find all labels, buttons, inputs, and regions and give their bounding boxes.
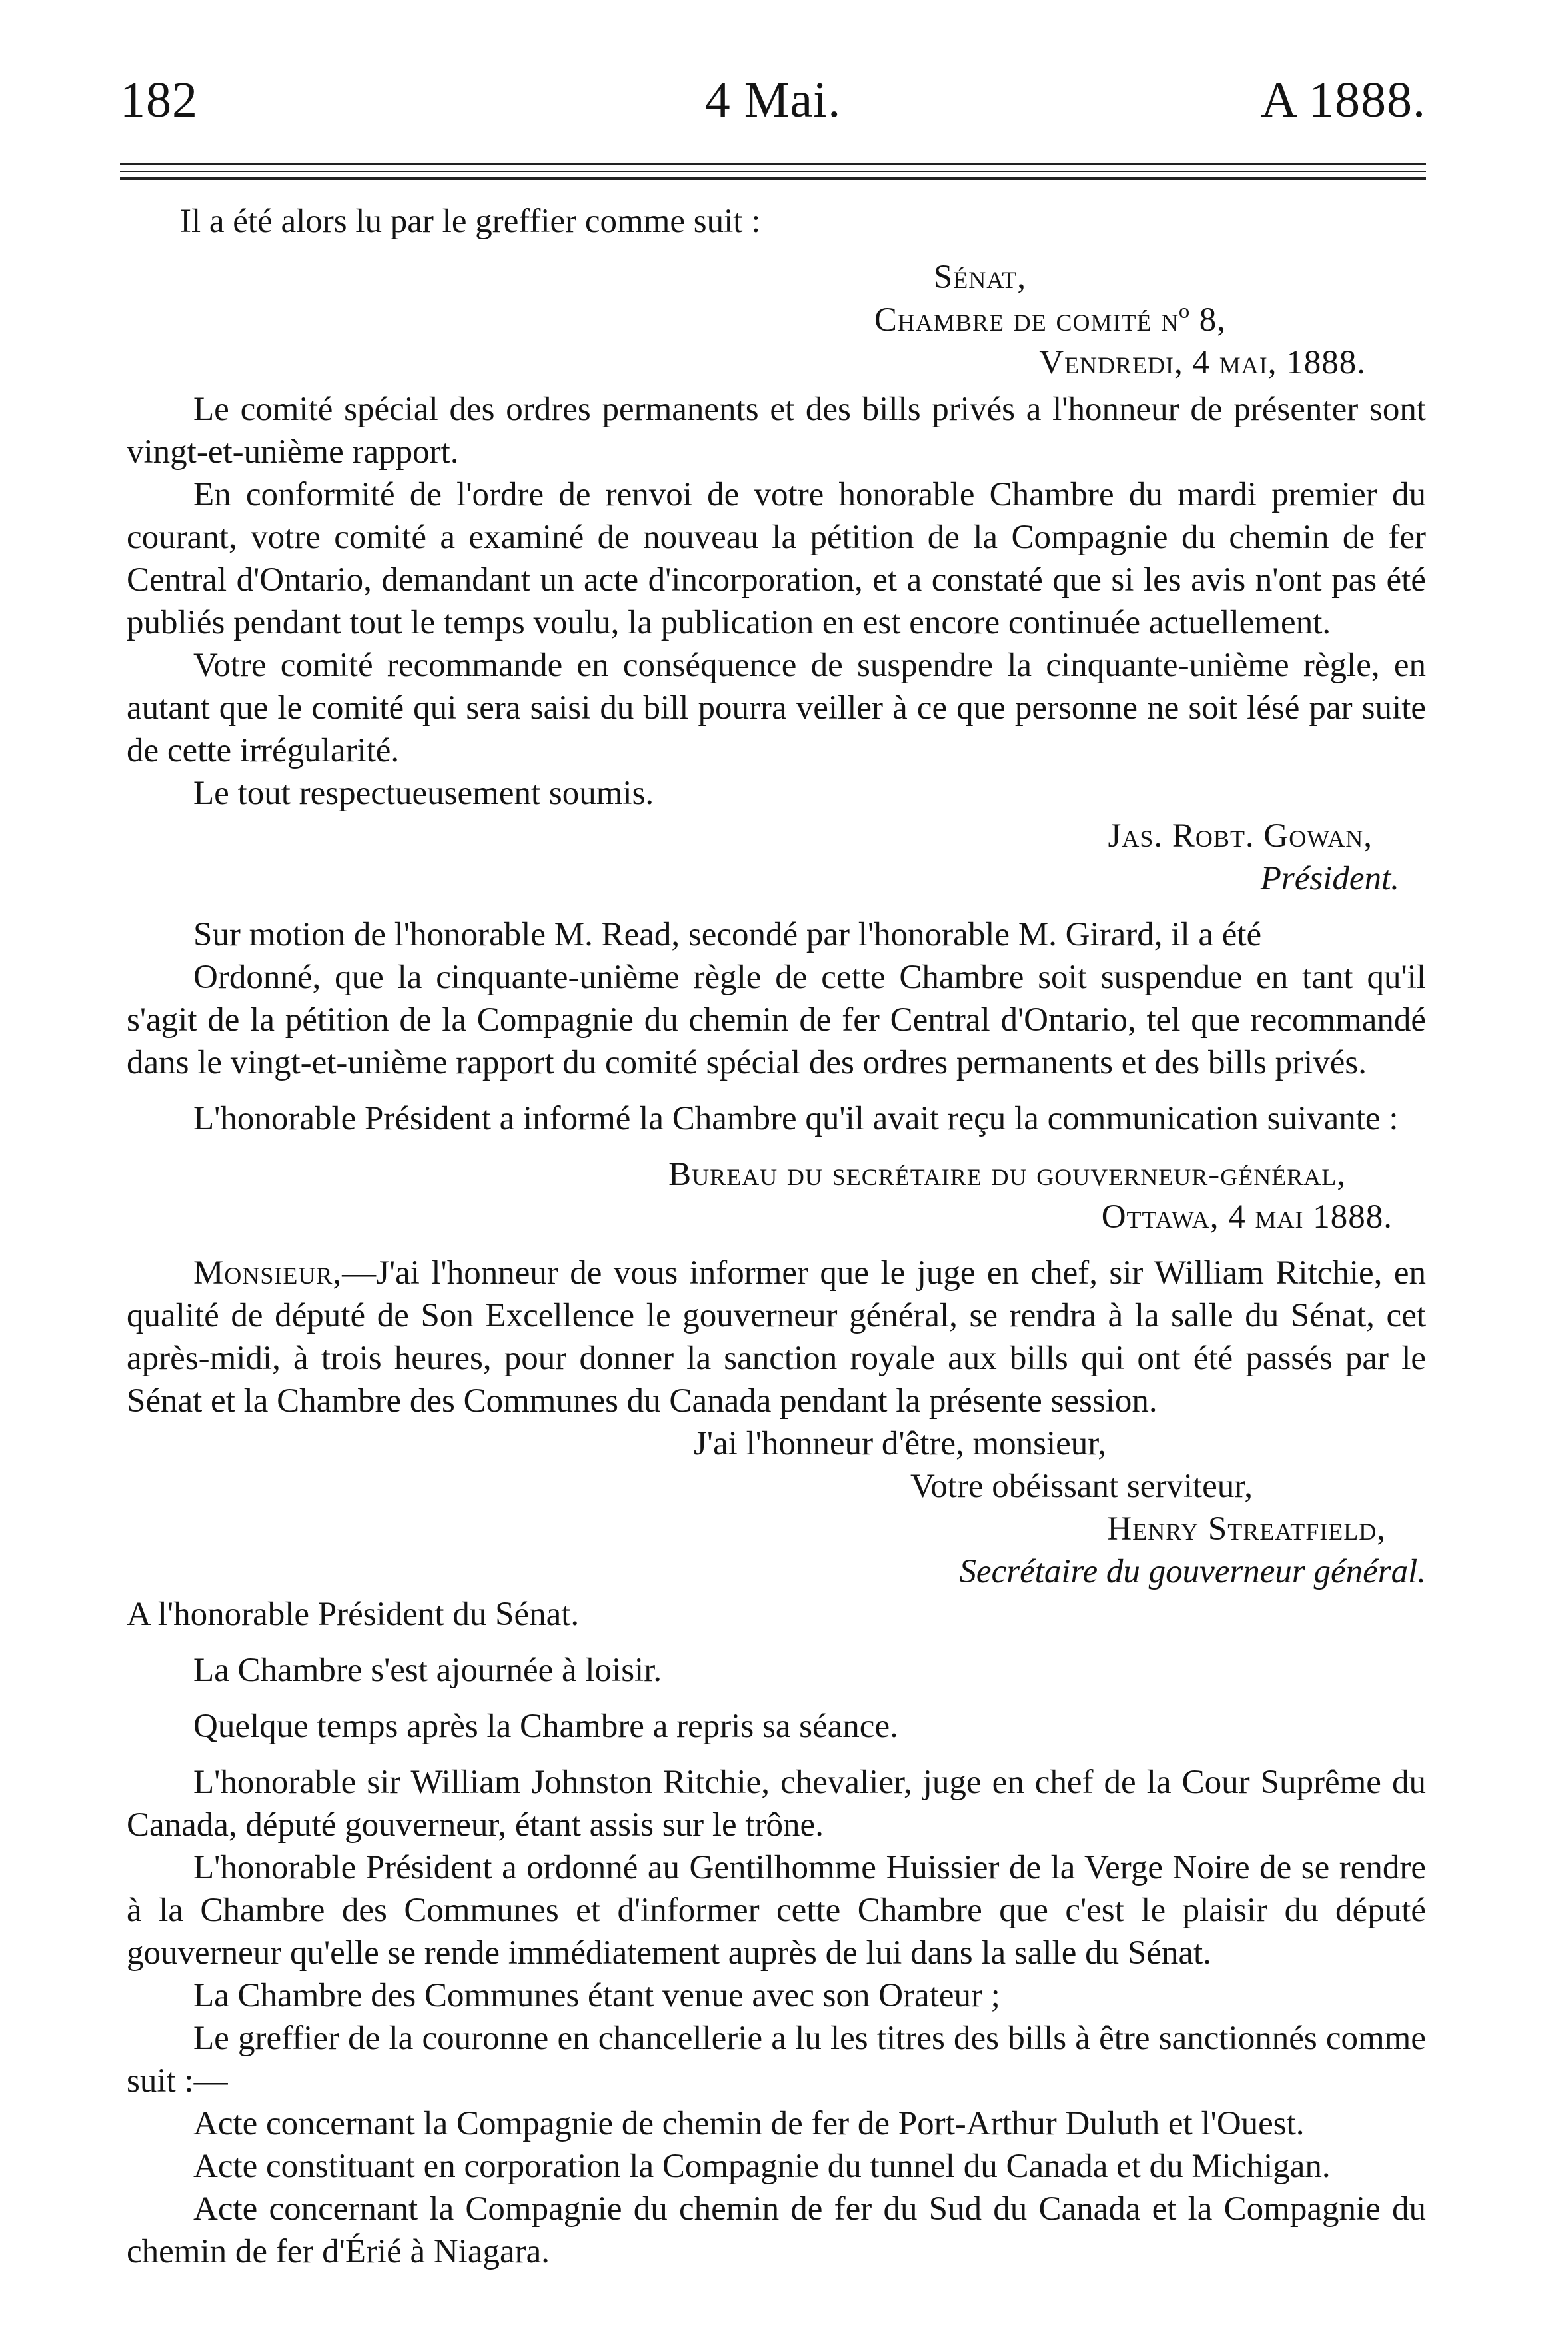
report-heading-senat: Sénat, [933, 259, 1026, 296]
header-year: A 1888. [1261, 72, 1426, 128]
page-body [127, 200, 1426, 2273]
report-paragraph: Votre comité recommande en conséquence de suspendre la cinquante-unième règle, en autant que le comité qui sera saisi du bill pourra veiller à ce que personne ne soit lésé par suite de cette irrégularité. [127, 647, 1426, 769]
proceedings-paragraph: Le greffier de la couronne en chancellerie a lu les titres des bills à être sanctionnés comme suit :— [127, 2020, 1426, 2100]
report-heading-date: Vendredi, 4 mai, 1888. [1039, 344, 1366, 381]
report-paragraph: Le tout respectueusement soumis. [193, 775, 654, 812]
proceedings-paragraph: La Chambre s'est ajournée à loisir. [193, 1652, 662, 1689]
motion-paragraph: Sur motion de l'honorable M. Read, secondé par l'honorable M. Girard, il a été [193, 916, 1262, 953]
report-paragraph: Le comité spécial des ordres permanents et des bills privés a l'honneur de présenter sont vingt-et-unième rapport. [127, 391, 1426, 471]
letter-salutation: Monsieur, [193, 1254, 343, 1292]
proceedings-paragraph: L'honorable Président a ordonné au Gentilhomme Huissier de la Verge Noire de se rendre à la Chambre des Communes et d'informer cette Chambre que c'est le plaisir du député gouverneur qu'elle se rende immédiatement auprès de lui dans la salle du Sénat. [127, 1849, 1426, 1972]
page-header [120, 70, 1426, 130]
bill-title: Acte concernant la Compagnie du chemin de fer du Sud du Canada et la Compagnie du chemin de fer d'Érié à Niagara. [127, 2190, 1426, 2270]
proceedings-paragraph: Quelque temps après la Chambre a repris sa séance. [193, 1708, 898, 1745]
letter-body [127, 1252, 1426, 1422]
letter-signer-title: Secrétaire du gouverneur général. [959, 1553, 1426, 1590]
bill-title: Acte concernant la Compagnie de chemin de fer de Port-Arthur Duluth et l'Ouest. [193, 2105, 1305, 2142]
letter-closing: Votre obéissant serviteur, [910, 1468, 1253, 1505]
report-signature-name: Jas. Robt. Gowan, [1108, 817, 1373, 855]
proceedings-paragraph: La Chambre des Communes étant venue avec son Orateur ; [193, 1977, 1000, 2014]
communication-intro: L'honorable Président a informé la Chambre qu'il avait reçu la communication suivante : [193, 1100, 1399, 1137]
header-rule [120, 163, 1426, 165]
proceedings-paragraph: L'honorable sir William Johnston Ritchie, chevalier, juge en chef de la Cour Suprême du Canada, député gouverneur, étant assis sur le trône. [127, 1764, 1426, 1844]
order-paragraph: Ordonné, que la cinquante-unième règle de cette Chambre soit suspendue en tant qu'il s'agit de la pétition de la Compagnie du chemin de fer Central d'Ontario, tel que recommandé dans le vingt-et-unième rapport du comité spécial des ordres permanents et des bills privés. [127, 959, 1426, 1081]
letter-addressee: A l'honorable Président du Sénat. [127, 1596, 580, 1633]
header-rule [120, 177, 1426, 180]
letter-heading-bureau: Bureau du secrétaire du gouverneur-général, [668, 1156, 1346, 1193]
header-rule [120, 171, 1426, 172]
report-heading-chamber: Chambre de comité nº 8, [874, 301, 1226, 339]
intro-paragraph: Il a été alors lu par le greffier comme suit : [180, 203, 761, 240]
report-signature-title: Président. [1260, 860, 1399, 897]
header-date: 4 Mai. [704, 72, 842, 128]
letter-heading-date: Ottawa, 4 mai 1888. [1101, 1198, 1393, 1236]
letter-closing: J'ai l'honneur d'être, monsieur, [694, 1425, 1106, 1462]
bill-title: Acte constituant en corporation la Compagnie du tunnel du Canada et du Michigan. [193, 2148, 1331, 2185]
page-number: 182 [120, 72, 198, 128]
letter-signer: Henry Streatfield, [1107, 1510, 1386, 1548]
report-paragraph: En conformité de l'ordre de renvoi de votre honorable Chambre du mardi premier du courant, votre comité a examiné de nouveau la pétition de la Compagnie du chemin de fer Central d'Ontario, demandant un acte d'incorporation, et a constaté que si les avis n'ont pas été publiés pendant tout le temps voulu, la publication en est encore continuée actuellement. [127, 476, 1426, 641]
letter-body-text: —J'ai l'honneur de vous informer que le juge en chef, sir William Ritchie, en qualité de député de Son Excellence le gouverneur général, se rendra à la salle du Sénat, cet après-midi, à trois heures, pour donner la sanction royale aux bills qui ont été passés par le Sénat et la Chambre des Communes du Canada pendant la présente session. [127, 1254, 1426, 1420]
